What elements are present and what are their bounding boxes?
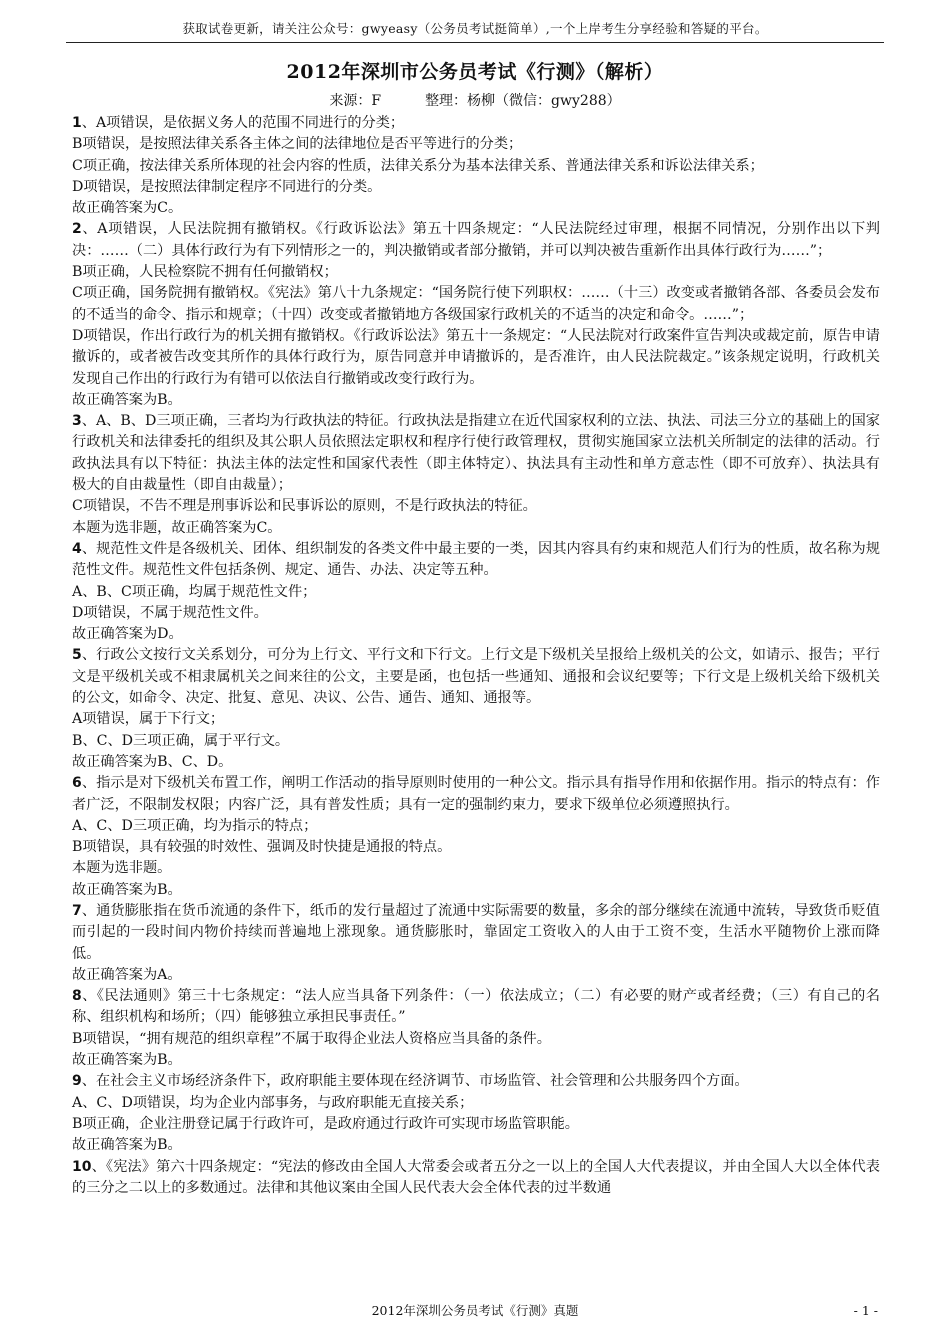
question-number: 3 [72, 413, 82, 430]
header-divider [66, 42, 884, 43]
analysis-line [72, 731, 880, 752]
analysis-text: B、C、D三项正确，属于平行文。 [72, 732, 290, 749]
source-line [0, 91, 950, 111]
analysis-line [72, 1093, 880, 1114]
analysis-text: A、C、D三项正确，均为指示的特点； [72, 817, 318, 834]
analysis-text: 故正确答案为B。 [72, 881, 182, 898]
question-number: 5 [72, 647, 82, 664]
analysis-line [72, 177, 880, 198]
analysis-text: 故正确答案为B。 [72, 1137, 182, 1154]
question-number: 8 [72, 988, 82, 1005]
analysis-text: A项错误，属于下行文； [72, 711, 225, 728]
analysis-text: 、A项错误，是依据义务人的范围不同进行的分类； [81, 115, 405, 131]
editor-label: 整理：杨柳（微信：gwy288） [425, 93, 621, 109]
question-4-analysis [72, 539, 880, 582]
page-number: - 1 - [853, 1303, 878, 1318]
analysis-text: B项错误，是按照法律关系各主体之间的法律地位是否平等进行的分类； [72, 136, 523, 153]
analysis-line [72, 1050, 880, 1071]
question-number: 4 [72, 540, 82, 557]
analysis-text: D项错误，不属于规范性文件。 [72, 604, 268, 621]
analysis-line [72, 283, 880, 326]
analysis-text: 、A、B、D三项正确，三者均为行政执法的特征。行政执法是指建立在近代国家权利的立法、执法、司法三分立的基础上的国家行政机关和法律委托的组织及其公职人员依照法定职权和程序行使行政管理权，贯彻实施国家立法机关所制定的法律的活动。行政执法具有以下特征：执法主体的法定性和国家代表性（即主体特定）、执法具有主动性和单方意志性（即不可放弃）、执法具有极大的自由裁量性（即自由裁量）； [72, 413, 880, 494]
answer-analysis-body [72, 113, 880, 1199]
analysis-text: 故正确答案为B。 [72, 1052, 182, 1069]
question-number: 2 [72, 221, 82, 238]
analysis-text: 、行政公文按行文关系划分，可分为上行文、平行文和下行文。上行文是下级机关呈报给上级机关的公文，如请示、报告；平行文是平级机关或不相隶属机关之间来往的公文，主要是函，也包括一些通知、通报和会议纪要等；下行文是上级机关给下级机关的公文，如命令、决定、批复、意见、决议、公告、通告、通知、通报等。 [72, 647, 880, 707]
analysis-line [72, 156, 880, 177]
question-7-analysis [72, 901, 880, 965]
analysis-line [72, 582, 880, 603]
source-label: 来源：F [329, 93, 382, 109]
analysis-text: 、指示是对下级机关布置工作，阐明工作活动的指导原则时使用的一种公文。指示具有指导作用和依据作用。指示的特点有：作者广泛，不限制发权限；内容广泛，具有普发性质；具有一定的强制约束力，要求下级单位必须遵照执行。 [72, 775, 880, 813]
analysis-text: D项错误，作出行政行为的机关拥有撤销权。《行政诉讼法》第五十一条规定：“人民法院对行政案件宣告判决或裁定前，原告申请撤诉的，或者被告改变其所作的具体行政行为，原告同意并申请撤诉的，是否准许，由人民法院裁定。”该条规定说明，行政机关发现自己作出的行政行为有错可以依法自行撤销或改变行政行为。 [72, 327, 880, 387]
analysis-line [72, 880, 880, 901]
analysis-line [72, 262, 880, 283]
analysis-text: 本题为选非题。 [72, 860, 172, 877]
question-number: 1 [72, 115, 82, 131]
analysis-line [72, 709, 880, 730]
analysis-line [72, 965, 880, 986]
top-banner: 获取试卷更新，请关注公众号：gwyeasy（公务员考试挺简单）,一个上岸考生分享经验和答疑的平台。 [182, 21, 768, 36]
analysis-text: 故正确答案为B。 [72, 391, 182, 408]
question-8-analysis [72, 986, 880, 1029]
analysis-text: B项正确，人民检察院不拥有任何撤销权； [72, 264, 338, 281]
analysis-text: 本题为选非题，故正确答案为C。 [72, 519, 282, 536]
analysis-text: 故正确答案为C。 [72, 200, 183, 217]
analysis-line [72, 816, 880, 837]
analysis-text: C项正确，国务院拥有撤销权。《宪法》第八十九条规定：“国务院行使下列职权：……（十三）改变或者撤销各部、各委员会发布的不适当的命令、指示和规章；（十四）改变或者撤销地方各级国家行政机关的不适当的决定和命令。……”； [72, 285, 880, 323]
analysis-line [72, 624, 880, 645]
document-title: 2012年深圳市公务员考试《行测》（解析） [286, 61, 664, 83]
analysis-line [72, 518, 880, 539]
analysis-line [72, 603, 880, 624]
analysis-line [72, 1135, 880, 1156]
question-5-analysis [72, 645, 880, 709]
analysis-text: 、通货膨胀指在货币流通的条件下，纸币的发行量超过了流通中实际需要的数量，多余的部分继续在流通中流转，导致货币贬值而引起的一段时间内物价持续而普遍地上涨现象。通货膨胀时，靠固定工资收入的人由于工资不变，生活水平随物价上涨而降低。 [72, 902, 880, 962]
analysis-text: D项错误，是按照法律制定程序不同进行的分类。 [72, 178, 382, 195]
analysis-text: A、C、D项错误，均为企业内部事务，与政府职能无直接关系； [72, 1094, 474, 1111]
analysis-text: B项正确，企业注册登记属于行政许可，是政府通过行政许可实现市场监管职能。 [72, 1115, 579, 1132]
analysis-line [72, 390, 880, 411]
analysis-text: 、《民法通则》第三十七条规定：“法人应当具备下列条件：（一）依法成立；（二）有必要的财产或者经费；（三）有自己的名称、组织机构和场所；（四）能够独立承担民事责任。” [72, 988, 880, 1026]
question-1-analysis [72, 113, 880, 134]
question-number: 7 [72, 902, 82, 919]
analysis-line [72, 198, 880, 219]
analysis-line [72, 496, 880, 517]
question-6-analysis [72, 773, 880, 816]
analysis-text: 、在社会主义市场经济条件下，政府职能主要体现在经济调节、市场监管、社会管理和公共服务四个方面。 [81, 1073, 749, 1090]
question-number: 9 [72, 1073, 82, 1090]
analysis-line [72, 1114, 880, 1135]
analysis-line [72, 134, 880, 155]
analysis-text: C项错误，不告不理是刑事诉讼和民事诉讼的原则，不是行政执法的特征。 [72, 498, 537, 515]
analysis-line [72, 752, 880, 773]
analysis-line [72, 837, 880, 858]
question-2-analysis [72, 219, 880, 262]
question-number: 10 [72, 1158, 92, 1175]
analysis-text: 、《宪法》第六十四条规定：“宪法的修改由全国人大常委会或者五分之一以上的全国人大代表提议，并由全国人大以全体代表的三分之二以上的多数通过。法律和其他议案由全国人民代表大会全体代表的过半数通 [72, 1158, 880, 1196]
analysis-line [72, 858, 880, 879]
analysis-line [72, 1029, 880, 1050]
analysis-text: 故正确答案为B、C、D。 [72, 753, 233, 770]
question-10-analysis [72, 1157, 880, 1200]
footer-title: 2012年深圳公务员考试《行测》真题 [371, 1303, 579, 1318]
analysis-text: 故正确答案为D。 [72, 626, 183, 643]
question-9-analysis [72, 1071, 880, 1092]
question-number: 6 [72, 775, 82, 792]
analysis-line [72, 326, 880, 390]
analysis-text: C项正确，按法律关系所体现的社会内容的性质，法律关系分为基本法律关系、普通法律关系和诉讼法律关系； [72, 157, 764, 174]
analysis-text: 、A项错误，人民法院拥有撤销权。《行政诉讼法》第五十四条规定：“人民法院经过审理，根据不同情况，分别作出以下判决：……（二）具体行政行为有下列情形之一的，判决撤销或者部分撤销，并可以判决被告重新作出具体行政行为……”； [72, 221, 880, 259]
analysis-text: B项错误，“拥有规范的组织章程”不属于取得企业法人资格应当具备的条件。 [72, 1030, 551, 1047]
analysis-text: B项错误，具有较强的时效性、强调及时快捷是通报的特点。 [72, 839, 452, 856]
analysis-text: 、规范性文件是各级机关、团体、组织制发的各类文件中最主要的一类，因其内容具有约束和规范人们行为的性质，故名称为规范性文件。规范性文件包括条例、规定、通告、办法、决定等五种。 [72, 540, 880, 579]
question-3-analysis [72, 411, 880, 496]
analysis-text: A、B、C项正确，均属于规范性文件； [72, 583, 317, 600]
analysis-text: 故正确答案为A。 [72, 966, 182, 983]
